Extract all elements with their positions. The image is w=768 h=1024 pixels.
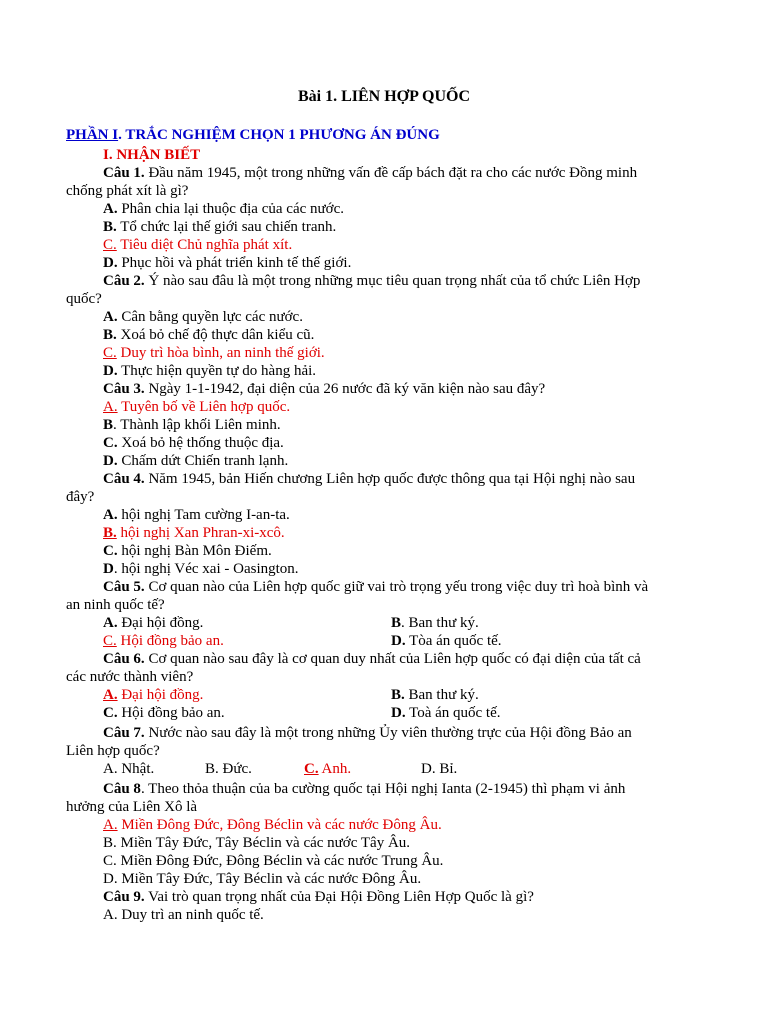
question-6-cont: các nước thành viên? xyxy=(66,669,194,685)
q3-option-d: D. Chấm dứt Chiến tranh lạnh. xyxy=(103,453,289,469)
q2-option-b: B. Xoá bỏ chế độ thực dân kiểu cũ. xyxy=(103,327,315,343)
q8-option-a-answer: A. Miền Đông Đức, Đông Béclin và các nước Đông Âu. xyxy=(103,817,442,833)
q2-option-d: D. Thực hiện quyền tự do hàng hải. xyxy=(103,363,317,379)
question-5: Câu 5. Cơ quan nào của Liên hợp quốc giữ vai trò trọng yếu trong việc duy trì hoà bình và xyxy=(103,579,649,595)
q5-option-d: D. Tòa án quốc tế. xyxy=(391,633,502,649)
question-1: Câu 1. Đầu năm 1945, một trong những vấn đề cấp bách đặt ra cho các nước Đồng minh xyxy=(103,165,638,181)
question-3: Câu 3. Ngày 1-1-1942, đại diện của 26 nước đã ký văn kiện nào sau đây? xyxy=(103,381,546,397)
question-6: Câu 6. Cơ quan nào sau đây là cơ quan duy nhất của Liên hợp quốc có đại diện của tất cả xyxy=(103,651,641,667)
q8-option-c: C. Miền Đông Đức, Đông Béclin và các nước Trung Âu. xyxy=(103,853,444,869)
question-4-cont: đây? xyxy=(66,489,95,505)
question-5-cont: an ninh quốc tế? xyxy=(66,597,165,613)
q4-option-a: A. hội nghị Tam cường I-an-ta. xyxy=(103,507,290,523)
q1-option-c-answer: C. Tiêu diệt Chủ nghĩa phát xít. xyxy=(103,237,293,253)
question-1-cont: chống phát xít là gì? xyxy=(66,183,189,199)
q3-option-b: B. Thành lập khối Liên minh. xyxy=(103,417,281,433)
page-title: Bài 1. LIÊN HỢP QUỐC xyxy=(297,88,471,105)
q3-option-c: C. Xoá bỏ hệ thống thuộc địa. xyxy=(103,435,284,451)
q5-option-a: A. Đại hội đồng. xyxy=(103,615,204,631)
q4-option-b-answer: B. hội nghị Xan Phran-xi-xcô. xyxy=(103,525,285,541)
question-4: Câu 4. Năm 1945, bản Hiến chương Liên hợp quốc được thông qua tại Hội nghị nào sau xyxy=(103,471,636,487)
q7-option-c-answer: C. Anh. xyxy=(304,761,352,777)
q2-option-c-answer: C. Duy trì hòa bình, an ninh thế giới. xyxy=(103,345,325,361)
question-8-cont: hưởng của Liên Xô là xyxy=(66,799,198,815)
q5-option-b: B. Ban thư ký. xyxy=(391,615,479,631)
q9-option-a: A. Duy trì an ninh quốc tế. xyxy=(103,907,264,923)
q6-option-a-answer: A. Đại hội đồng. xyxy=(103,687,204,703)
q6-option-c: C. Hội đồng bảo an. xyxy=(103,705,225,721)
q6-option-d: D. Toà án quốc tế. xyxy=(391,705,501,721)
q7-option-b: B. Đức. xyxy=(205,761,252,777)
question-7-cont: Liên hợp quốc? xyxy=(66,743,160,759)
subsection-heading: I. NHẬN BIẾT xyxy=(103,147,201,163)
q8-option-b: B. Miền Tây Đức, Tây Béclin và các nước Tây Âu. xyxy=(103,835,411,851)
q1-option-d: D. Phục hồi và phát triển kinh tế thế giới. xyxy=(103,255,352,271)
q5-option-c-answer: C. Hội đồng bảo an. xyxy=(103,633,224,649)
q1-option-b: B. Tổ chức lại thế giới sau chiến tranh. xyxy=(103,219,337,235)
q7-option-d: D. Bỉ. xyxy=(421,761,458,777)
question-2-cont: quốc? xyxy=(66,291,102,307)
question-2: Câu 2. Ý nào sau đâu là một trong những mục tiêu quan trọng nhất của tổ chức Liên Hợp xyxy=(103,273,641,289)
q8-option-d: D. Miền Tây Đức, Tây Béclin và các nước Đông Âu. xyxy=(103,871,422,887)
q2-option-a: A. Cân bằng quyền lực các nước. xyxy=(103,309,303,325)
q4-option-c: C. hội nghị Bàn Môn Điếm. xyxy=(103,543,272,559)
q1-option-a: A. Phân chia lại thuộc địa của các nước. xyxy=(103,201,344,217)
question-7: Câu 7. Nước nào sau đây là một trong những Ủy viên thường trực của Hội đồng Bảo an xyxy=(103,725,632,741)
question-9: Câu 9. Vai trò quan trọng nhất của Đại Hội Đồng Liên Hợp Quốc là gì? xyxy=(103,889,534,905)
question-8: Câu 8. Theo thỏa thuận của ba cường quốc tại Hội nghị Ianta (2-1945) thì phạm vi ảnh xyxy=(103,781,626,797)
q6-option-b: B. Ban thư ký. xyxy=(391,687,479,703)
q7-option-a: A. Nhật. xyxy=(103,761,155,777)
section-heading: PHẦN I. TRẮC NGHIỆM CHỌN 1 PHƯƠNG ÁN ĐÚNG xyxy=(66,127,440,143)
q4-option-d: D. hội nghị Véc xai - Oasington. xyxy=(103,561,299,577)
q3-option-a-answer: A. Tuyên bố về Liên hợp quốc. xyxy=(103,399,291,415)
